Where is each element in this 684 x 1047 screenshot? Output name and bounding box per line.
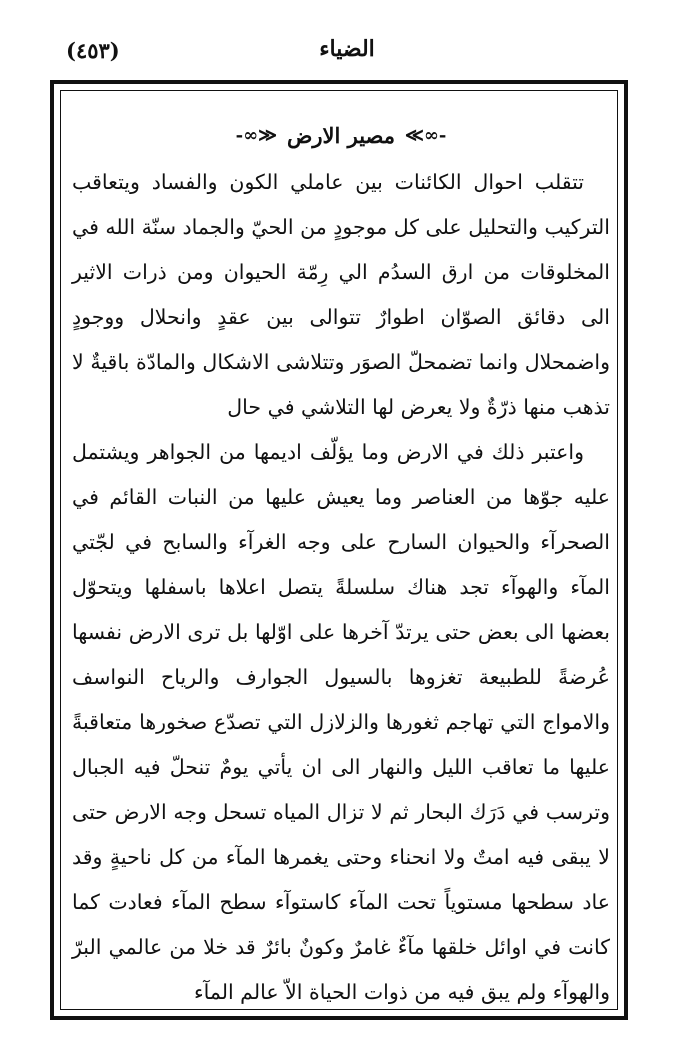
title-ornament-left-icon: -∞≫: [235, 125, 277, 146]
running-title: الضياء: [319, 36, 375, 62]
article-body: [72, 112, 610, 1015]
article-title-text: مصير الارض: [286, 123, 396, 148]
title-ornament-right-icon: ≪∞-: [405, 125, 447, 146]
paragraph: واعتبر ذلك في الارض وما يؤلّف اديمها من الجواهر ويشتمل عليه جوّها من العناصر وما يعيش عليها من النبات القائم في الصحرآء والحيوان السارح على وجه الغرآء والسابح في لجّتي المآء والهوآء تجد هناك سلسلةً يتصل اعلاها باسفلها ويتحوّل بعضها الى بعض حتى يرتدّ آخرها على اوّلها بل ترى الارض نفسها عُرضةً للطبيعة تغزوها بالسيول الجوارف والرياح النواسف والامواج التي تهاجم ثغورها والزلازل التي تصدّع صخورها متعاقبةً عليها ما تعاقب الليل والنهار الى ان يأتي يومٌ تنحلّ فيه الجبال وترسب في دَرَك البحار ثم لا تزال المياه تسحل وجه الارض حتى لا يبقى فيه امتٌ ولا انحناء وحتى يغمرها المآء من كل ناحيةٍ وقد عاد سطحها مستوياً تحت المآء كاستوآء سطح المآء فعادت كما كانت في اوائل خلقها مآءٌ غامرٌ وكونٌ بائرٌ قد خلا من عالمي البرّ والهوآء ولم يبق فيه من ذوات الحياة الاّ عالم المآء: [72, 440, 610, 1004]
page-number: (٤٥٣): [66, 38, 120, 63]
page-header: [60, 34, 634, 74]
paragraph: تتقلب احوال الكائنات بين عاملي الكون والفساد ويتعاقب التركيب والتحليل على كل موجودٍ من الحيّ والجماد سنّة الله في المخلوقات من ارق السدُم الي رِمّة الحيوان ومن ذرات الاثير الى دقائق الصوّان اطوارٌ تتوالى بين عقدٍ وانحلال ووجودٍ واضمحلال وانما تضمحلّ الصوَر وتتلاشى الاشكال والمادّة باقيةٌ لا تذهب منها ذرّةٌ ولا يعرض لها التلاشي في حال: [72, 170, 610, 419]
article-title: [72, 112, 610, 160]
